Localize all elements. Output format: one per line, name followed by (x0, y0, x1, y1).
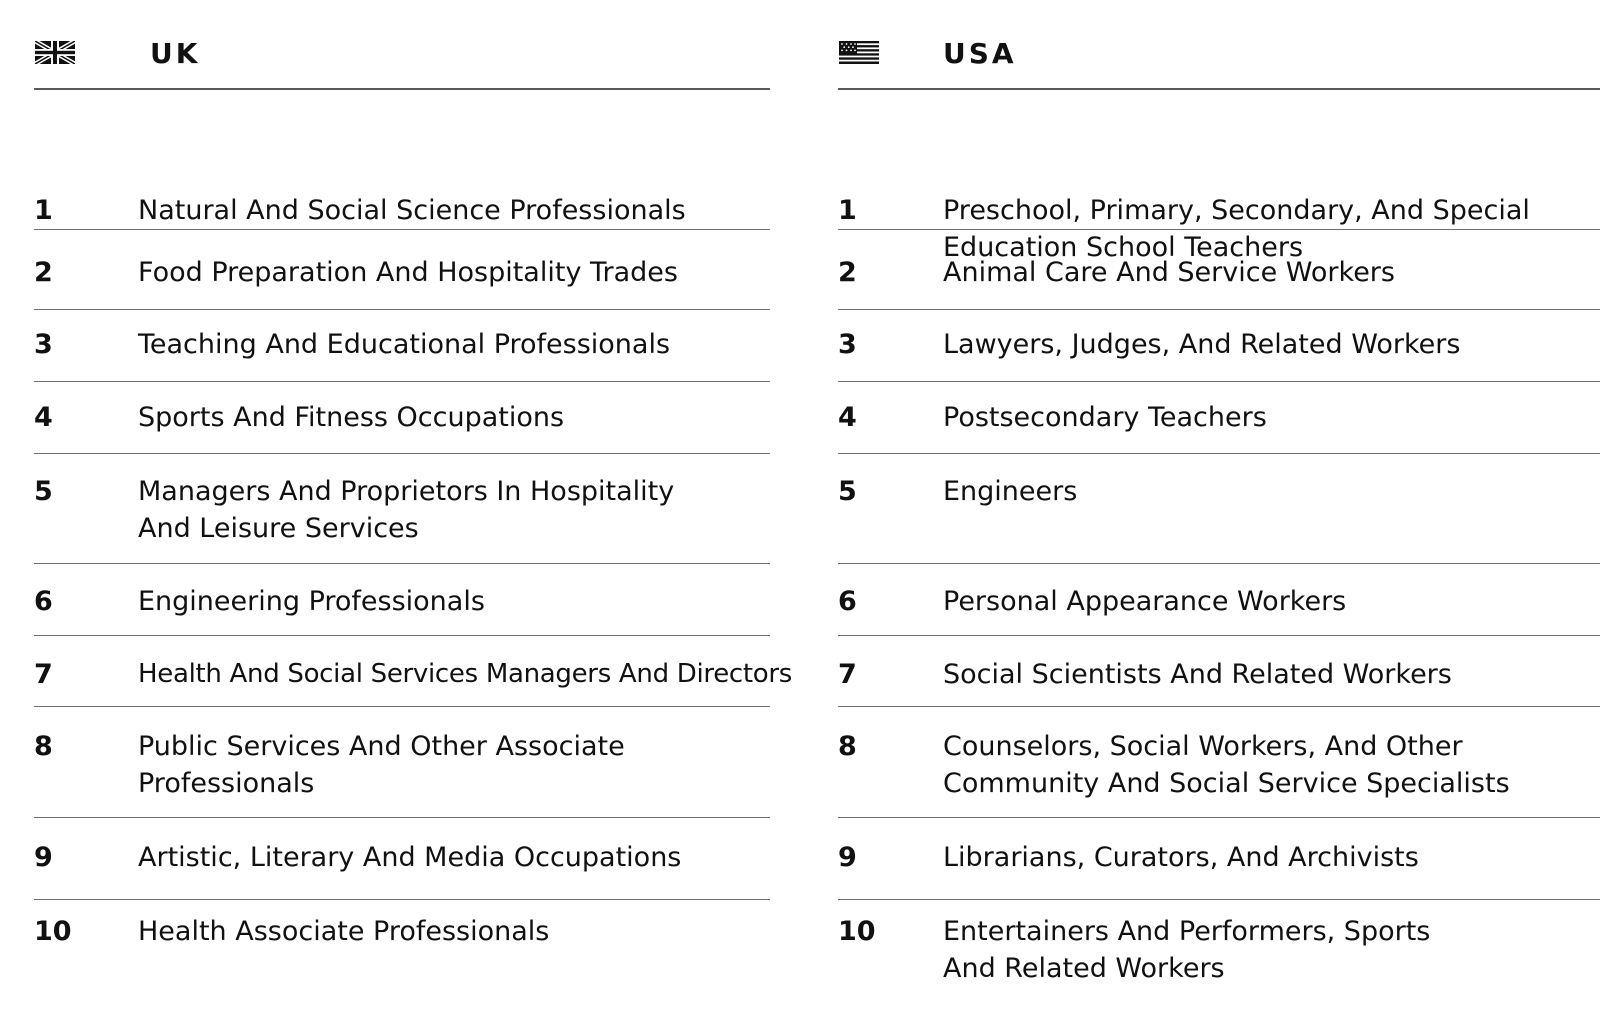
usa-row-8 (838, 707, 1600, 818)
rank-number: 2 (838, 257, 857, 288)
uk-row-10 (34, 900, 770, 1010)
usa-row-3 (838, 310, 1600, 382)
rank-number: 8 (838, 731, 857, 762)
occupation-label: Health Associate Professionals (138, 916, 550, 947)
occupation-label: Librarians, Curators, And Archivists (943, 842, 1419, 873)
uk-row-6 (34, 564, 770, 636)
occupation-label: Lawyers, Judges, And Related Workers (943, 329, 1461, 360)
occupation-label: Personal Appearance Workers (943, 586, 1347, 617)
rank-number: 10 (34, 916, 72, 947)
rank-number: 6 (838, 586, 857, 617)
occupation-label: Food Preparation And Hospitality Trades (138, 257, 678, 288)
occupation-label: Engineers (943, 476, 1078, 507)
uk-row-3 (34, 310, 770, 382)
occupation-label: Counselors, Social Workers, And Other Community And Social Service Specialists (943, 731, 1510, 799)
usa-header (838, 0, 1600, 90)
uk-row-7 (34, 636, 793, 707)
usa-row-4 (838, 382, 1600, 454)
rank-number: 9 (34, 842, 53, 873)
rank-number: 5 (838, 476, 857, 507)
rank-number: 1 (34, 195, 53, 226)
usa-column (838, 0, 1600, 984)
occupation-label: Managers And Proprietors In Hospitality And Leisure Services (138, 476, 675, 544)
occupation-label: Sports And Fitness Occupations (138, 402, 565, 433)
rank-number: 4 (838, 402, 857, 433)
rank-number: 4 (34, 402, 53, 433)
rank-number: 3 (34, 329, 53, 360)
uk-row-2 (34, 230, 770, 310)
uk-row-9 (34, 818, 770, 900)
uk-column (34, 0, 793, 947)
rank-number: 8 (34, 731, 53, 762)
rank-number: 5 (34, 476, 53, 507)
uk-row-8 (34, 707, 770, 818)
occupation-label: Social Scientists And Related Workers (943, 659, 1452, 690)
rank-number: 7 (34, 659, 53, 690)
uk-row-4 (34, 382, 770, 454)
occupation-label: Artistic, Literary And Media Occupations (138, 842, 682, 873)
uk-title: UK (150, 37, 201, 70)
occupation-label: Engineering Professionals (138, 586, 485, 617)
rank-number: 1 (838, 195, 857, 226)
usa-row-1 (838, 140, 1600, 263)
uk-row-1 (34, 140, 770, 230)
rank-number: 10 (838, 916, 876, 947)
occupation-label: Natural And Social Science Professionals (138, 195, 686, 226)
uk-flag-icon (35, 41, 75, 64)
usa-row-5 (838, 454, 1600, 564)
usa-flag-icon (839, 41, 879, 64)
occupation-label: Entertainers And Performers, Sports And Related Workers (943, 916, 1431, 984)
occupation-label: Teaching And Educational Professionals (138, 329, 671, 360)
usa-row-10 (838, 900, 1600, 1010)
rank-number: 9 (838, 842, 857, 873)
occupation-label: Preschool, Primary, Secondary, And Special Education School Teachers (943, 195, 1530, 263)
rank-number: 6 (34, 586, 53, 617)
uk-header (34, 0, 770, 90)
occupation-label: Health And Social Services Managers And Directors (138, 659, 793, 689)
usa-row-2 (838, 230, 1600, 310)
usa-row-6 (838, 564, 1600, 636)
uk-row-5 (34, 454, 770, 564)
rank-number: 7 (838, 659, 857, 690)
rank-number: 3 (838, 329, 857, 360)
rank-number: 2 (34, 257, 53, 288)
occupation-label: Public Services And Other Associate Professionals (138, 731, 625, 799)
usa-title: USA (943, 37, 1017, 70)
usa-row-7 (838, 636, 1600, 707)
usa-row-9 (838, 818, 1600, 900)
occupation-label: Animal Care And Service Workers (943, 257, 1395, 288)
occupation-label: Postsecondary Teachers (943, 402, 1267, 433)
